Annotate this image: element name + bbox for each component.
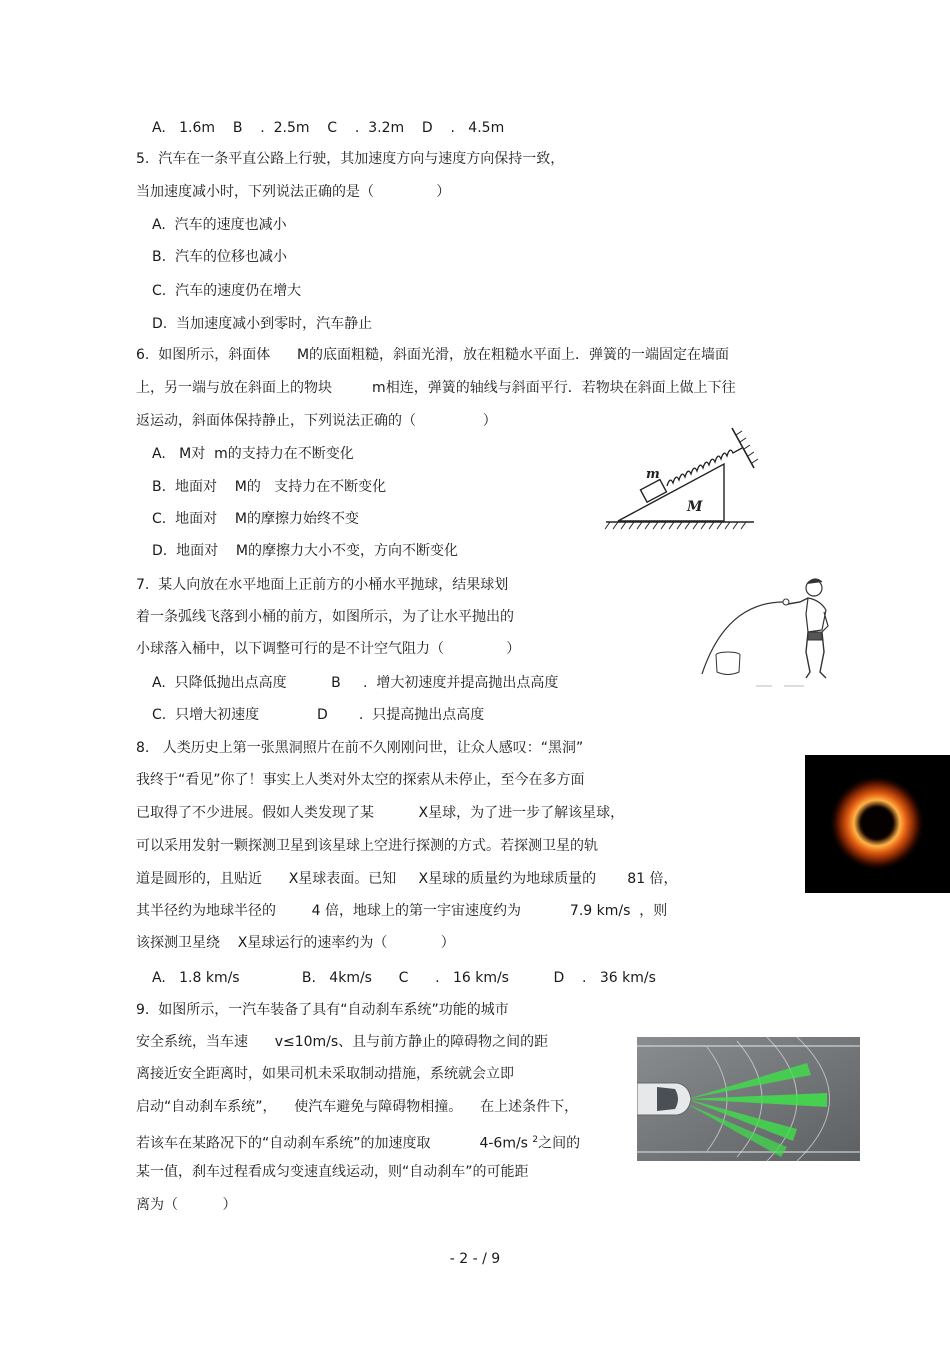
q6-option-d: D. 地面对 M的摩擦力大小不变，方向不断变化: [152, 543, 459, 559]
black-hole-image: [805, 755, 950, 893]
q8-stem-line2: 我终于“看见”你了！事实上人类对外太空的探索从未停止，至今在多方面: [136, 772, 585, 788]
q5-stem-line1: 5. 汽车在一条平直公路上行驶，其加速度方向与速度方向保持一致，: [136, 151, 565, 167]
q5-option-d: D. 当加速度减小到零时，汽车静止: [152, 316, 373, 332]
q7-options-ab: A. 只降低抛出点高度 B . 增大初速度并提高抛出点高度: [152, 675, 559, 691]
q7-stem-line3: 小球落入桶中，以下调整可行的是不计空气阻力（ ）: [136, 641, 521, 657]
auto-brake-car-image: [637, 1037, 860, 1161]
q8-stem-line6: 其半径约为地球半径的 4 倍，地球上的第一宇宙速度约为 7.9 km/s ，则: [136, 903, 668, 919]
q5-option-a: A. 汽车的速度也减小: [152, 217, 287, 233]
q8-stem-line4: 可以采用发射一颗探测卫星到该星球上空进行探测的方式。若探测卫星的轨: [136, 838, 598, 854]
q7-options-cd: C. 只增大初速度 D . 只提高抛出点高度: [152, 707, 485, 723]
q6-option-a: A. M对 m的支持力在不断变化: [152, 446, 354, 462]
q4-options: A. 1.6m B . 2.5m C . 3.2m D . 4.5m: [152, 120, 505, 136]
q8-stem-line7: 该探测卫星绕 X星球运行的速率约为（ ）: [136, 935, 455, 951]
q6-stem-line2: 上，另一端与放在斜面上的物块 m相连，弹簧的轴线与斜面平行．若物块在斜面上做上下往: [136, 380, 736, 396]
q5-option-b: B. 汽车的位移也减小: [152, 249, 287, 265]
page-number: - 2 - / 9: [449, 1251, 501, 1267]
q9-stem-line2: 安全系统，当车速 v≤10m/s、且与前方静止的障碍物之间的距: [136, 1034, 549, 1050]
label-M: M: [687, 499, 703, 515]
throw-ball-figure: [696, 574, 856, 690]
q9-stem-line4: 启动“自动刹车系统”， 使汽车避免与障碍物相撞。 在上述条件下，: [136, 1099, 579, 1115]
q6-option-b: B. 地面对 M的 支持力在不断变化: [152, 479, 387, 495]
q9-stem-line7: 离为（ ）: [136, 1197, 237, 1213]
q7-stem-line2: 着一条弧线飞落到小桶的前方，如图所示，为了让水平抛出的: [136, 609, 514, 625]
q6-stem-line1: 6. 如图所示，斜面体 M的底面粗糙，斜面光滑，放在粗糙水平面上．弹簧的一端固定在墙面: [136, 347, 730, 363]
q6-option-c: C. 地面对 M的摩擦力始终不变: [152, 511, 360, 527]
q5-stem-line2: 当加速度减小时，下列说法正确的是（ ）: [136, 184, 451, 200]
q6-stem-line3: 返运动，斜面体保持静止，下列说法正确的（ ）: [136, 413, 497, 429]
q9-stem-line5: 若该车在某路况下的“自动刹车系统”的加速度取 4-6m/s $^2$之间的: [136, 1135, 581, 1152]
q8-stem-line3: 已取得了不少进展。假如人类发现了某 X星球，为了进一步了解该星球，: [136, 805, 625, 821]
incline-spring-figure: [604, 422, 759, 532]
q7-stem-line1: 7. 某人向放在水平地面上正前方的小桶水平抛球，结果球划: [136, 577, 509, 593]
q8-stem-line1: 8. 人类历史上第一张黑洞照片在前不久刚刚问世，让众人感叹：“黑洞”: [136, 740, 584, 756]
q5-option-c: C. 汽车的速度仍在增大: [152, 283, 302, 299]
q9-stem-line6: 某一值，刹车过程看成匀变速直线运动，则“自动刹车”的可能距: [136, 1164, 529, 1180]
q9-stem-line3: 离接近安全距离时，如果司机未采取制动措施，系统就会立即: [136, 1066, 514, 1082]
q9-stem-line1: 9. 如图所示，一汽车装备了具有“自动刹车系统”功能的城市: [136, 1002, 509, 1018]
q8-options: A. 1.8 km/s B. 4km/s C . 16 km/s D . 36 km/s: [152, 970, 656, 986]
label-m: m: [646, 467, 660, 482]
q8-stem-line5: 道是圆形的，且贴近 X星球表面。已知 X星球的质量约为地球质量的 81 倍，: [136, 871, 678, 887]
